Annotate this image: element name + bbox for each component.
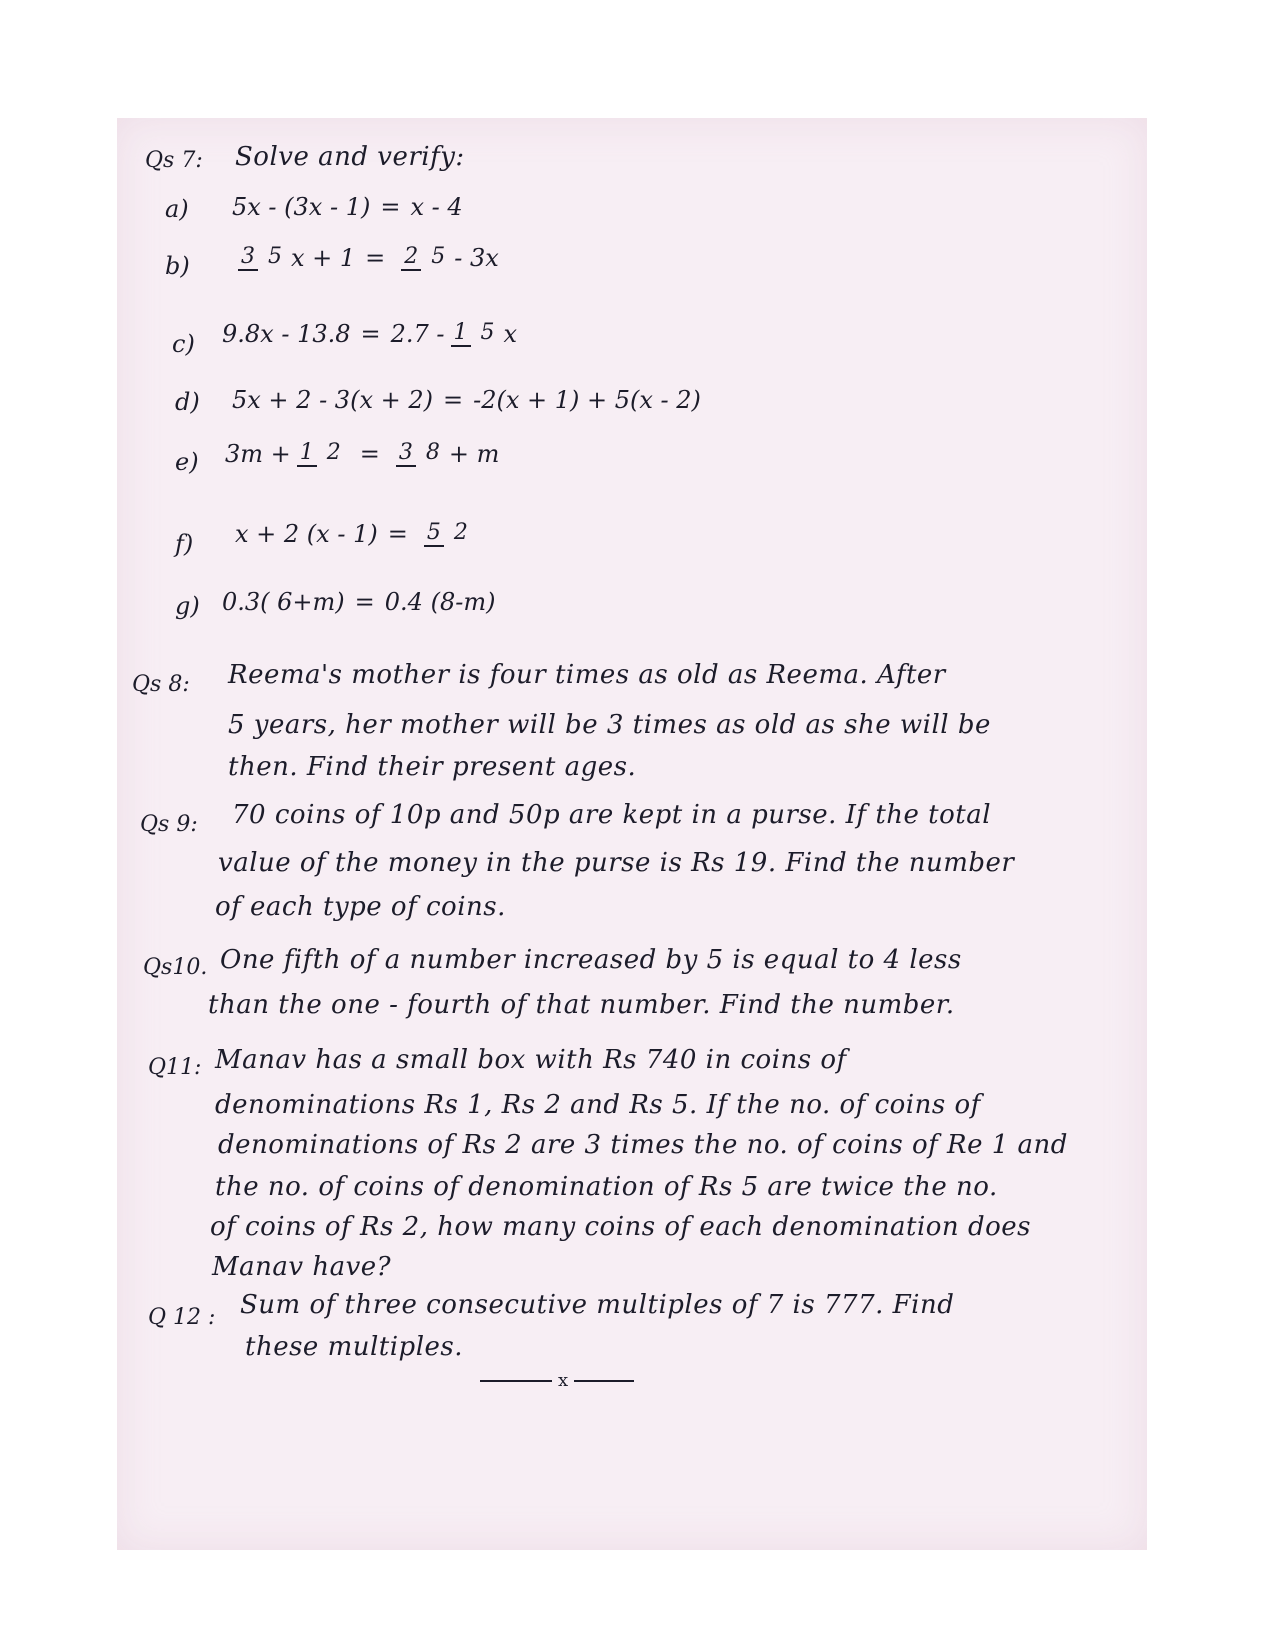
q7f-lhs: x + 2 (x - 1) — [235, 520, 378, 548]
q7e-rhs-denominator: 8 — [425, 440, 440, 466]
q7a-label: a) — [165, 195, 189, 223]
q9-line-3: of each type of coins. — [215, 892, 506, 922]
q7c-lhs: 9.8x - 13.8 — [222, 320, 351, 348]
q12-line-1: Sum of three consecutive multiples of 7 is 777. Find — [240, 1290, 955, 1320]
q7e-lhs-denominator: 2 — [326, 440, 341, 466]
q7c-equation — [222, 320, 517, 348]
q7c-label: c) — [172, 330, 195, 358]
q7b-equals: = — [365, 244, 386, 272]
q7-title: Solve and verify: — [235, 142, 465, 172]
q7e-rhs-fraction — [396, 441, 443, 466]
q7g-lhs: 0.3( 6+m) — [222, 588, 345, 616]
q11-line-2: denominations Rs 1, Rs 2 and Rs 5. If the no. of coins of — [215, 1090, 981, 1120]
q7c-rhs-rest: x — [503, 320, 518, 348]
q12-line-2: these multiples. — [245, 1332, 464, 1362]
end-mark-x: x — [558, 1370, 569, 1391]
q7b-lhs-denominator: 5 — [268, 244, 282, 270]
q11-line-3: denominations of Rs 2 are 3 times the no. of coins of Re 1 and — [218, 1130, 1068, 1160]
q7d-equation — [232, 386, 701, 414]
q9-line-2: value of the money in the purse is Rs 19. Find the number — [218, 848, 1015, 878]
q7e-rhs-numerator: 3 — [396, 441, 416, 466]
q11-label: Q11: — [148, 1055, 202, 1080]
q7f-rhs-fraction — [424, 521, 471, 546]
bleed-through-decoration — [570, 120, 578, 150]
q7e-rhs-rest: + m — [448, 440, 500, 468]
q7d-lhs: 5x + 2 - 3(x + 2) — [232, 386, 433, 414]
q7a-rhs: x - 4 — [410, 193, 463, 221]
q7e-lhs-pre: 3m + — [225, 440, 291, 468]
q7b-label: b) — [165, 252, 190, 280]
q7b-equation — [232, 244, 499, 272]
q7b-lhs-rest: x + 1 — [291, 244, 356, 272]
q7e-lhs-numerator: 1 — [297, 441, 317, 466]
q7b-rhs-rest: - 3x — [454, 244, 499, 272]
q12-label: Q 12 : — [148, 1305, 216, 1330]
q7e-equals: = — [359, 440, 380, 468]
q11-line-5: of coins of Rs 2, how many coins of each denomination does — [210, 1212, 1031, 1242]
end-dash-right — [574, 1380, 634, 1382]
q10-line-2: than the one - fourth of that number. Find the number. — [208, 990, 955, 1020]
q7f-equals: = — [387, 520, 408, 548]
q7b-rhs-denominator: 5 — [431, 244, 446, 270]
q7b-rhs-numerator: 2 — [401, 245, 421, 270]
q7b-rhs-fraction — [401, 245, 448, 270]
q7a-equation — [232, 193, 463, 221]
q11-line-6: Manav have? — [212, 1252, 392, 1282]
q7b-lhs-fraction — [238, 245, 285, 270]
q7c-rhs-denominator: 5 — [480, 320, 495, 346]
q10-line-1: One fifth of a number increased by 5 is equal to 4 less — [220, 945, 962, 975]
q7f-label: f) — [175, 530, 194, 558]
q7g-rhs: 0.4 (8-m) — [384, 588, 496, 616]
q7c-rhs-fraction — [451, 321, 498, 346]
q7g-equals: = — [354, 588, 375, 616]
q8-line-3: then. Find their present ages. — [228, 752, 637, 782]
q11-line-1: Manav has a small box with Rs 740 in coins of — [215, 1045, 847, 1075]
end-dash-left — [480, 1380, 552, 1382]
q9-line-1: 70 coins of 10p and 50p are kept in a purse. If the total — [232, 800, 992, 830]
q7f-rhs-denominator: 2 — [453, 520, 468, 546]
q7b-lhs-numerator: 3 — [238, 245, 258, 270]
q7e-equation — [225, 440, 499, 468]
q7c-equals: = — [360, 320, 381, 348]
q7a-equals: = — [380, 193, 401, 221]
q7e-label: e) — [175, 448, 199, 476]
q7-label: Qs 7: — [145, 148, 203, 173]
q7g-label: g) — [175, 592, 200, 620]
q8-label: Qs 8: — [132, 672, 190, 697]
end-of-page-mark — [480, 1370, 634, 1391]
q7d-equals: = — [442, 386, 464, 414]
q7g-equation — [222, 588, 495, 616]
q7d-rhs: -2(x + 1) + 5(x - 2) — [473, 386, 701, 414]
q8-line-2: 5 years, her mother will be 3 times as old as she will be — [228, 710, 991, 740]
q7f-rhs-numerator: 5 — [424, 521, 444, 546]
q7d-label: d) — [175, 388, 200, 416]
q7a-lhs: 5x - (3x - 1) — [232, 193, 371, 221]
q7c-rhs-numerator: 1 — [451, 321, 471, 346]
q11-line-4: the no. of coins of denomination of Rs 5 are twice the no. — [215, 1172, 998, 1202]
q7c-rhs-pre: 2.7 - — [390, 320, 445, 348]
q10-label: Qs10. — [143, 955, 208, 980]
q7f-equation — [235, 520, 477, 548]
q7e-lhs-fraction — [297, 441, 344, 466]
q9-label: Qs 9: — [140, 812, 198, 837]
q8-line-1: Reema's mother is four times as old as Reema. After — [228, 660, 946, 690]
